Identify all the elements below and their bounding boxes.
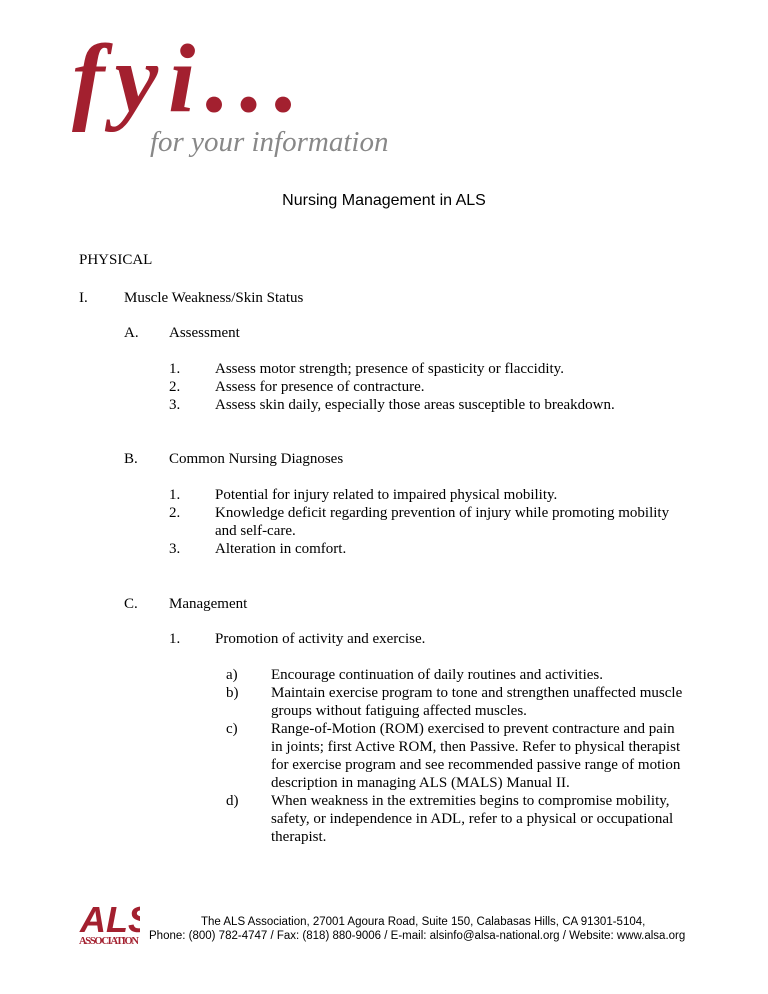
footer-contact: Phone: (800) 782-4747 / Fax: (818) 880-9006 / E-mail: alsinfo@alsa-national.org / Website: www.alsa.org [149,930,686,942]
sublist-item-continued: therapist. [271,829,327,845]
list-item: Knowledge deficit regarding prevention of injury while promoting mobility [215,505,670,521]
subsection-label: Assessment [169,325,240,341]
list-number: 1. [169,487,181,503]
als-logo-wordmark: ASSOCIATION [79,936,139,946]
section-heading: PHYSICAL [79,252,153,268]
footer-address: The ALS Association, 27001 Agoura Road, Suite 150, Calabasas Hills, CA 91301-5104, [201,916,646,928]
sublist-letter: b) [226,685,239,701]
sublist-letter: a) [226,667,238,683]
list-item: Potential for injury related to impaired physical mobility. [215,487,558,503]
sublist-item-continued: safety, or independence in ADL, refer to a physical or occupational [271,811,674,827]
sublist-item-continued: in joints; first Active ROM, then Passive. Refer to physical therapist [271,739,681,755]
als-logo-letters: AL [80,899,128,940]
list-item: Promotion of activity and exercise. [215,631,426,647]
sublist-letter: d) [226,793,239,809]
list-number: 3. [169,541,181,557]
document-title: Nursing Management in ALS [282,192,486,209]
part-label: Muscle Weakness/Skin Status [124,290,304,306]
subsection-letter: A. [124,325,139,341]
list-item: Alteration in comfort. [215,541,347,557]
als-association-logo [78,898,140,946]
fyi-logo [68,25,408,170]
logo-subtitle: for your information [150,126,389,158]
list-number: 3. [169,397,181,413]
sublist-item: When weakness in the extremities begins to compromise mobility, [271,793,670,809]
sublist-item: Encourage continuation of daily routines and activities. [271,667,603,683]
list-number: 1. [169,361,181,377]
subsection-label: Management [169,596,248,612]
subsection-letter: B. [124,451,138,467]
part-number: I. [79,290,88,306]
subsection-letter: C. [124,596,138,612]
sublist-item-continued: for exercise program and see recommended passive range of motion [271,757,681,773]
list-item: Assess skin daily, especially those areas susceptible to breakdown. [215,397,615,413]
list-number: 1. [169,631,181,647]
list-item-continued: and self-care. [215,523,296,539]
sublist-item-continued: groups without fatiguing affected muscles. [271,703,527,719]
list-number: 2. [169,379,181,395]
list-item: Assess for presence of contracture. [215,379,425,395]
subsection-label: Common Nursing Diagnoses [169,451,344,467]
sublist-item: Maintain exercise program to tone and strengthen unaffected muscle [271,685,683,701]
sublist-letter: c) [226,721,238,737]
list-number: 2. [169,505,181,521]
logo-main-text: fyi... [72,25,309,133]
list-item: Assess motor strength; presence of spasticity or flaccidity. [215,361,564,377]
sublist-item: Range-of-Motion (ROM) exercised to prevent contracture and pain [271,721,675,737]
sublist-item-continued: description in managing ALS (MALS) Manual II. [271,775,570,791]
